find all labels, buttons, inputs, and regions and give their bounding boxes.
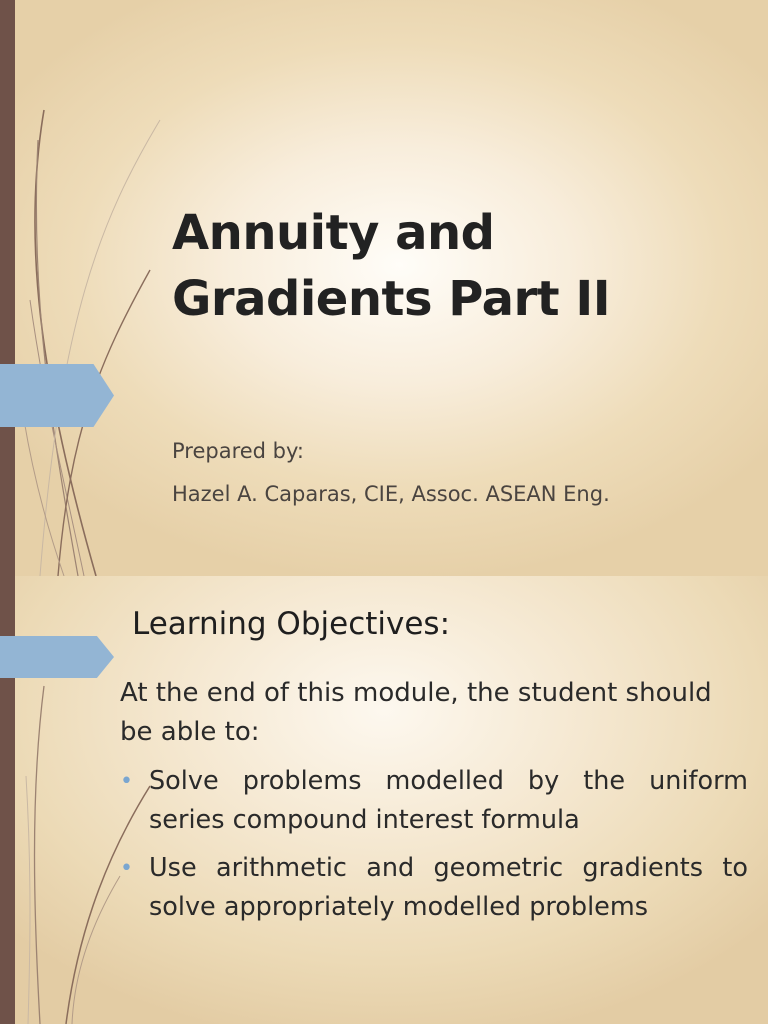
prepared-by-label: Prepared by:	[172, 439, 304, 463]
objectives-slide	[0, 576, 768, 1024]
title-line-2: Gradients Part II	[172, 271, 611, 327]
objective-item	[120, 849, 748, 927]
bullet-icon: •	[120, 769, 133, 794]
slide-title	[172, 200, 610, 332]
arrow-tab-marker	[0, 636, 114, 678]
objective-item	[120, 762, 748, 840]
author-credit: Hazel A. Caparas, CIE, Assoc. ASEAN Eng.	[172, 482, 610, 506]
objective-text: Solve problems modelled by the uniform series compound interest formula	[149, 766, 748, 835]
decorative-swirls	[0, 0, 200, 576]
objectives-intro: At the end of this module, the student should be able to:	[120, 678, 712, 747]
objective-text: Use arithmetic and geometric gradients to solve appropriately modelled problems	[149, 853, 748, 922]
title-line-1: Annuity and	[172, 205, 495, 261]
bullet-icon: •	[120, 856, 133, 881]
objectives-heading: Learning Objectives:	[132, 606, 451, 642]
slide-subtitle	[172, 430, 610, 516]
objectives-list	[120, 762, 748, 936]
arrow-tab-marker	[0, 364, 114, 427]
